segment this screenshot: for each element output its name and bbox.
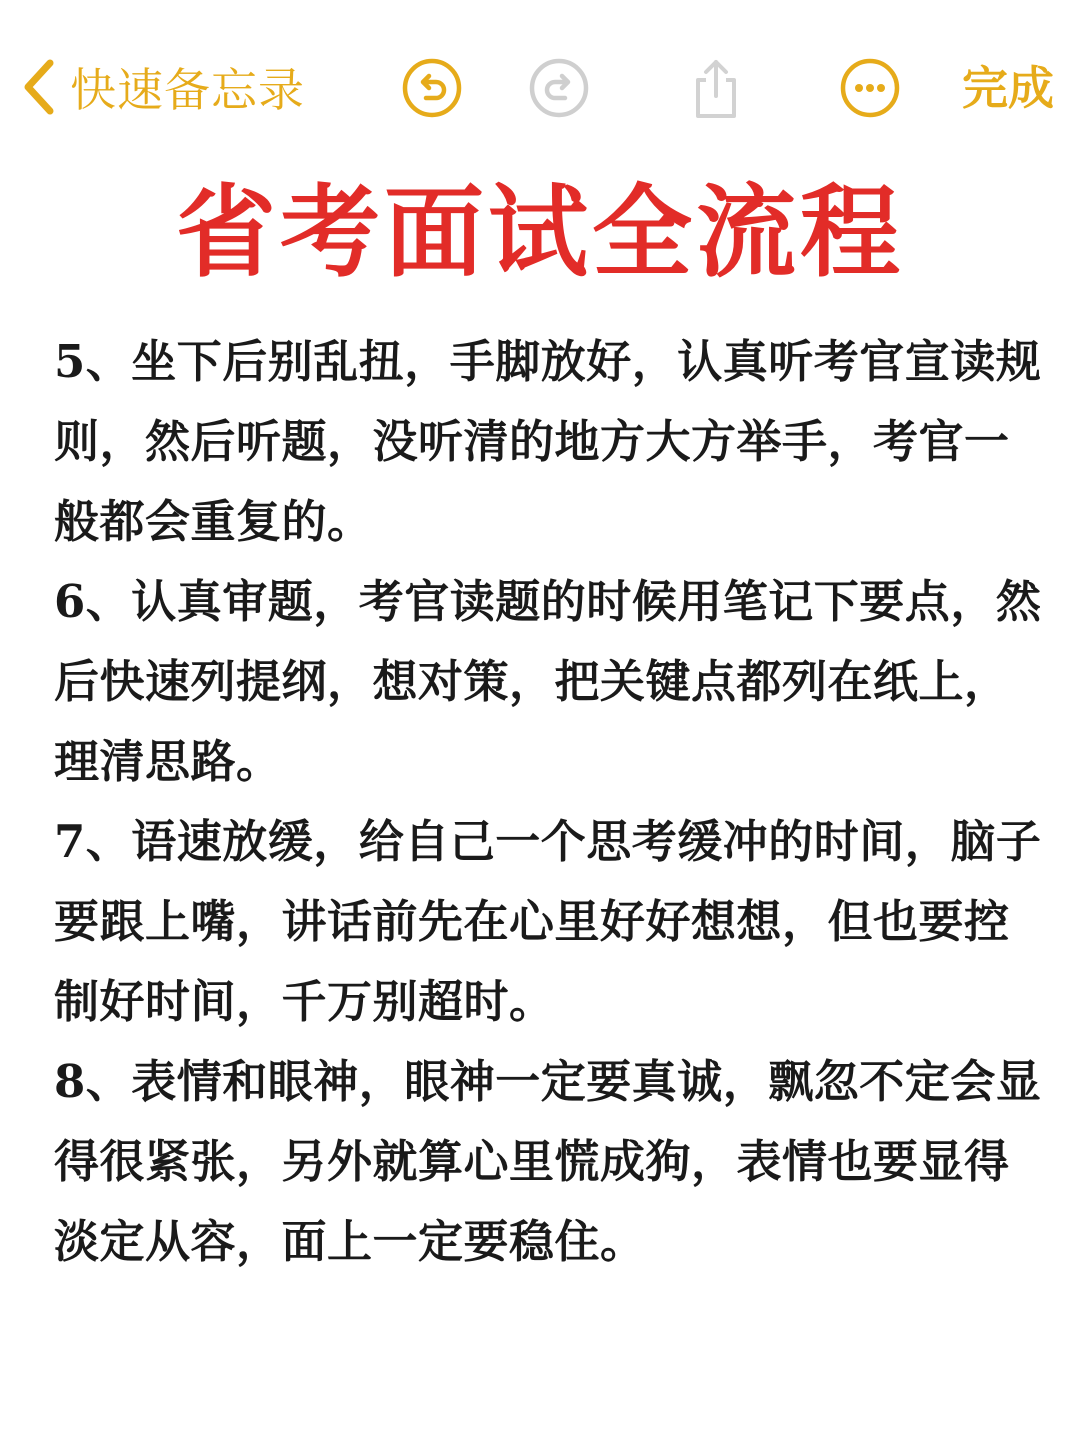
note-title: 省考面试全流程 [176,173,904,291]
share-icon [684,56,748,120]
note-paragraph: 7、语速放缓，给自己一个思考缓冲的时间，脑子要跟上嘴，讲话前先在心里好好想想，但也要控制好时间，千万别超时。 [54,815,1042,1028]
share-button[interactable] [684,56,748,120]
undo-button[interactable] [400,56,464,120]
more-icon [838,56,902,120]
more-button[interactable] [838,56,902,120]
done-button[interactable]: 完成 [962,61,1054,115]
note-body [54,322,1044,1282]
redo-icon [527,56,591,120]
notes-toolbar [0,0,1080,170]
redo-button[interactable] [527,56,591,120]
back-label: 快速备忘录 [70,63,305,117]
note-paragraph: 8、表情和眼神，眼神一定要真诚，飘忽不定会显得很紧张，另外就算心里慌成狗，表情也要显得淡定从容，面上一定要稳住。 [54,1055,1042,1268]
chevron-left-icon [22,59,56,115]
note-paragraph: 5、坐下后别乱扭，手脚放好，认真听考官宣读规则，然后听题，没听清的地方大方举手，考官一般都会重复的。 [54,335,1042,548]
back-button[interactable] [22,52,305,122]
undo-icon [400,56,464,120]
note-paragraph: 6、认真审题，考官读题的时候用笔记下要点，然后快速列提纲，想对策，把关键点都列在纸上，理清思路。 [54,575,1042,788]
